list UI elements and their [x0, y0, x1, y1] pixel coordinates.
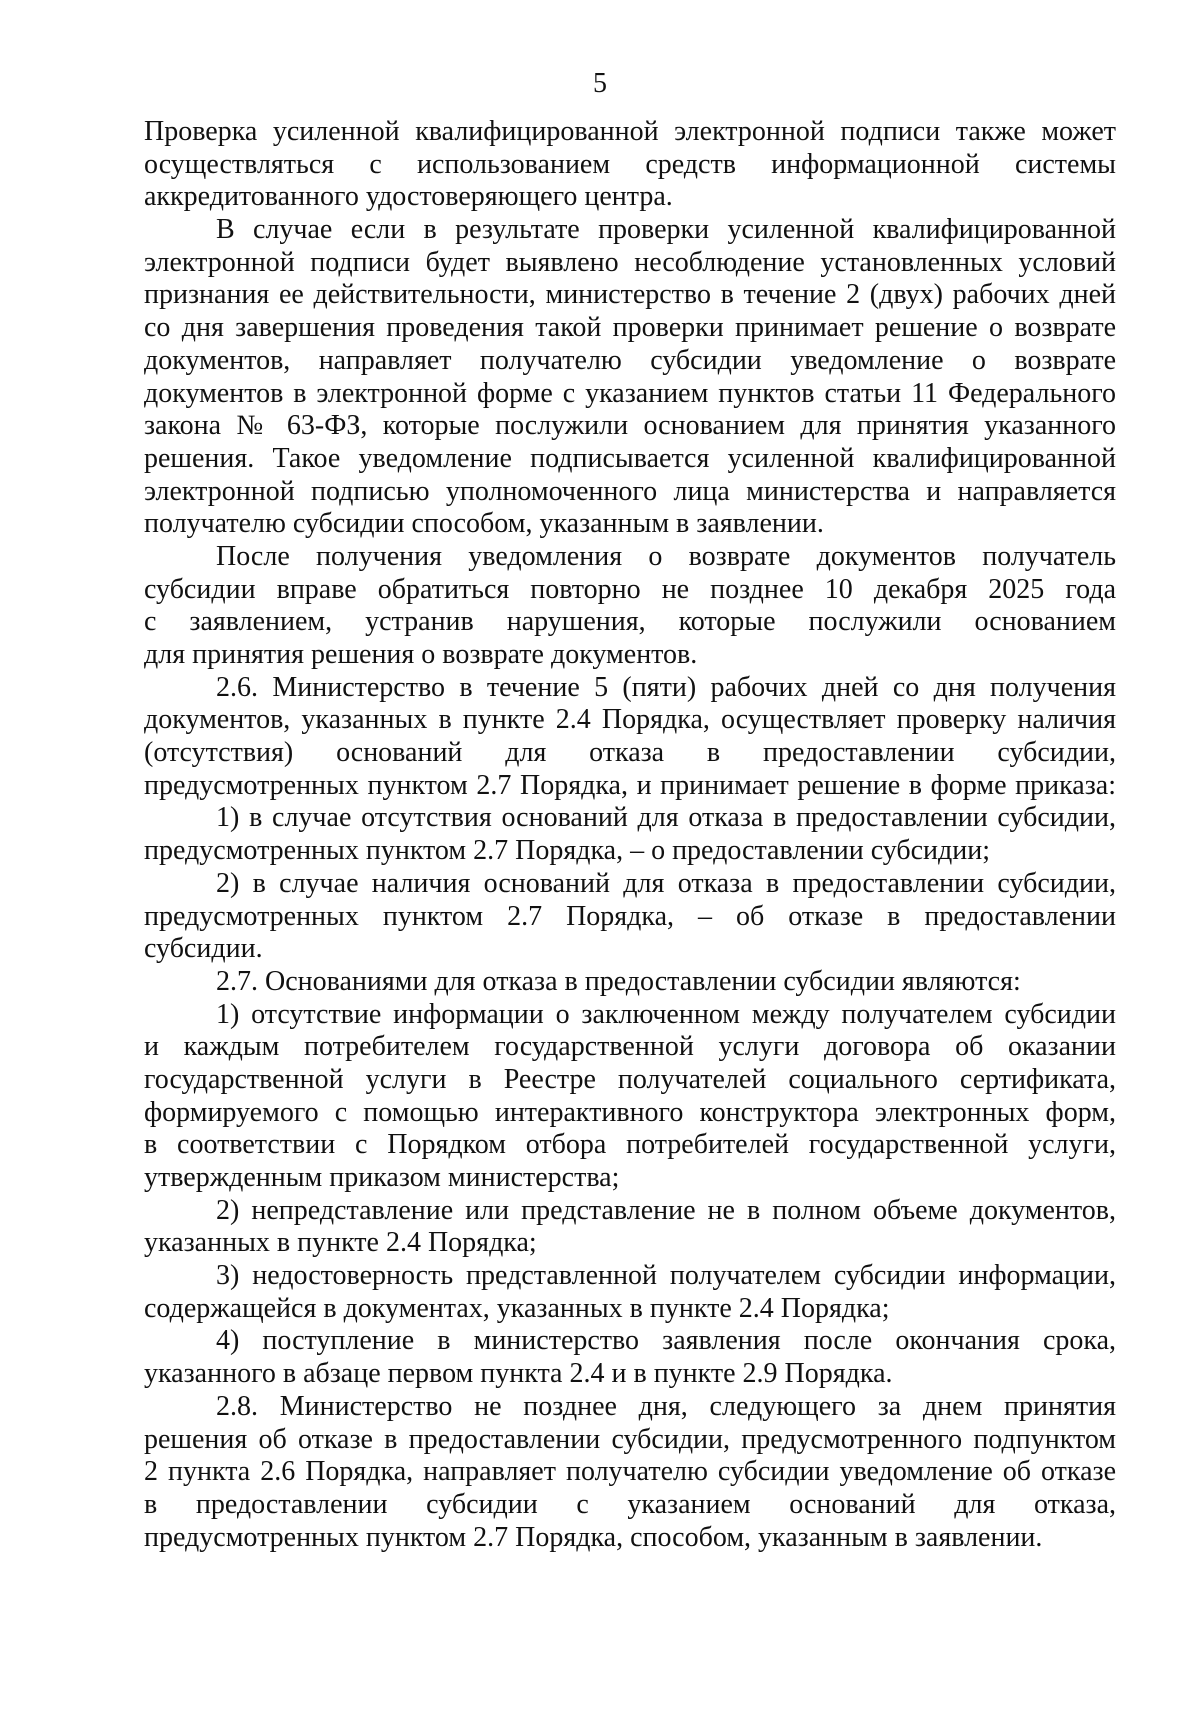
text-line: субсидии вправе обратиться повторно не позднее 10 декабря 2025 года — [144, 573, 1116, 605]
text-line: указанных в пункте 2.4 Порядка; — [144, 1227, 537, 1259]
text-line: 2 пункта 2.6 Порядка, направляет получателю субсидии уведомление об отказе — [144, 1456, 1116, 1488]
text-line: формируемого с помощью интерактивного конструктора электронных форм, — [144, 1096, 1116, 1128]
text-line: содержащейся в документах, указанных в пункте 2.4 Порядка; — [144, 1292, 890, 1324]
text-line: признания ее действительности, министерство в течение 2 (двух) рабочих дней — [144, 279, 1116, 311]
text-line: В случае если в результате проверки усиленной квалифицированной — [216, 214, 1116, 246]
text-line: государственной услуги в Реестре получателей социального сертификата, — [144, 1063, 1116, 1095]
text-line: 2.7. Основаниями для отказа в предоставлении субсидии являются: — [216, 965, 1021, 997]
text-line: 2.6. Министерство в течение 5 (пяти) рабочих дней со дня получения — [216, 671, 1116, 703]
text-line: предусмотренных пунктом 2.7 Порядка, – о предоставлении субсидии; — [144, 835, 991, 867]
text-line: и каждым потребителем государственной услуги договора об оказании — [144, 1031, 1116, 1063]
text-line: 1) отсутствие информации о заключенном между получателем субсидии — [216, 998, 1116, 1030]
text-line: в соответствии с Порядком отбора потребителей государственной услуги, — [144, 1129, 1116, 1161]
text-line: решения об отказе в предоставлении субсидии, предусмотренного подпунктом — [144, 1423, 1116, 1455]
text-line: 1) в случае отсутствия оснований для отказа в предоставлении субсидии, — [216, 802, 1116, 834]
text-line: аккредитованного удостоверяющего центра. — [144, 181, 673, 213]
text-line: субсидии. — [144, 933, 263, 965]
text-line: указанного в абзаце первом пункта 2.4 и в пункте 2.9 Порядка. — [144, 1358, 893, 1390]
text-line: 4) поступление в министерство заявления после окончания срока, — [216, 1325, 1116, 1357]
text-line: получателю субсидии способом, указанным в заявлении. — [144, 508, 824, 540]
text-line: 2) в случае наличия оснований для отказа в предоставлении субсидии, — [216, 867, 1116, 899]
text-line: утвержденным приказом министерства; — [144, 1162, 620, 1193]
text-line: предусмотренных пунктом 2.7 Порядка, и принимает решение в форме приказа: — [144, 769, 1116, 801]
text-line: электронной подписью уполномоченного лица министерства и направляется — [144, 475, 1116, 507]
text-line: Проверка усиленной квалифицированной электронной подписи также может — [144, 116, 1116, 147]
text-line: в предоставлении субсидии с указанием оснований для отказа, — [144, 1488, 1116, 1520]
text-line: со дня завершения проведения такой проверки принимает решение о возврате — [144, 312, 1116, 344]
text-line: документов, указанных в пункте 2.4 Порядка, осуществляет проверку наличия — [144, 704, 1116, 736]
text-line: (отсутствия) оснований для отказа в предоставлении субсидии, — [144, 737, 1116, 769]
text-line: предусмотренных пунктом 2.7 Порядка, – об отказе в предоставлении — [144, 900, 1116, 932]
text-line: электронной подписи будет выявлено несоблюдение установленных условий — [144, 246, 1116, 278]
text-line: предусмотренных пунктом 2.7 Порядка, способом, указанным в заявлении. — [144, 1521, 1043, 1553]
text-line: 2.8. Министерство не позднее дня, следующего за днем принятия — [216, 1390, 1116, 1422]
text-line: После получения уведомления о возврате документов получатель — [216, 540, 1116, 572]
page-number: 5 — [593, 68, 607, 99]
text-line: документов в электронной форме с указанием пунктов статьи 11 Федерального — [144, 377, 1116, 409]
text-line: закона № 63-ФЗ, которые послужили основанием для принятия указанного — [144, 410, 1116, 442]
document-body — [144, 116, 1116, 1554]
text-line: 3) недостоверность представленной получателем субсидии информации, — [216, 1260, 1116, 1292]
text-line: с заявлением, устранив нарушения, которые послужили основанием — [144, 606, 1116, 638]
text-line: 2) непредставление или представление не в полном объеме документов, — [216, 1194, 1116, 1226]
text-line: документов, направляет получателю субсидии уведомление о возврате — [144, 344, 1116, 376]
text-line: для принятия решения о возврате документов. — [144, 639, 698, 670]
text-line: осуществляться с использованием средств информационной системы — [144, 148, 1116, 180]
text-line: решения. Такое уведомление подписывается усиленной квалифицированной — [144, 442, 1116, 474]
